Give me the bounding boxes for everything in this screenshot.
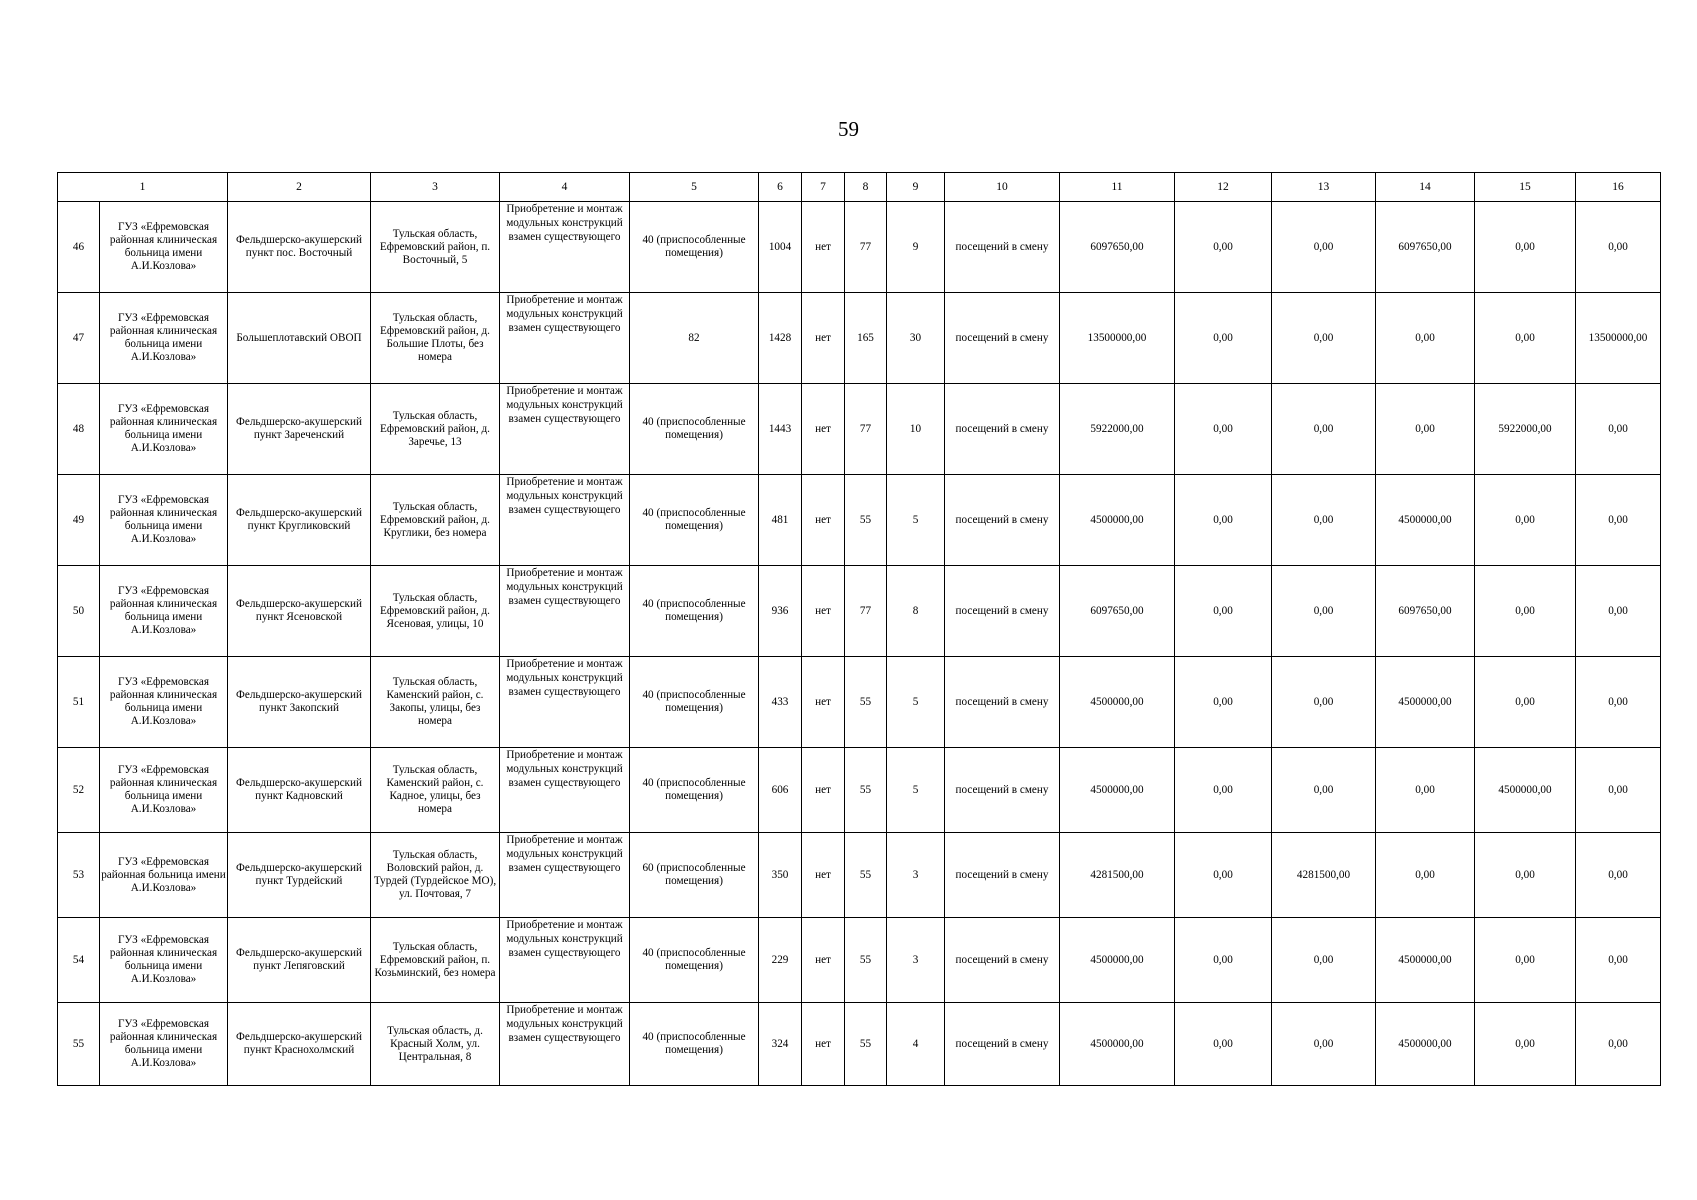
table-cell: 40 (приспособленные помещения)	[630, 202, 759, 293]
table-cell: 6097650,00	[1376, 202, 1475, 293]
table-cell: 0,00	[1576, 384, 1661, 475]
table-cell: 55	[845, 918, 887, 1003]
table-cell: 0,00	[1175, 918, 1272, 1003]
table-cell: 4281500,00	[1272, 833, 1376, 918]
table-cell: 40 (приспособленные помещения)	[630, 384, 759, 475]
table-cell: Приобретение и монтаж модульных конструкций взамен существующего	[500, 384, 630, 475]
table-cell: 0,00	[1376, 384, 1475, 475]
table-cell: 30	[887, 293, 945, 384]
table-cell: 55	[845, 748, 887, 833]
table-cell: 13500000,00	[1060, 293, 1175, 384]
table-cell: 1443	[759, 384, 802, 475]
table-row	[58, 748, 1661, 833]
table-cell: 4281500,00	[1060, 833, 1175, 918]
table-cell: посещений в смену	[945, 293, 1060, 384]
table-cell: нет	[802, 293, 845, 384]
table-cell: 936	[759, 566, 802, 657]
table-cell: Фельдшерско-акушерский пункт пос. Восточный	[228, 202, 371, 293]
table-cell: 0,00	[1272, 293, 1376, 384]
table-cell: 40 (приспособленные помещения)	[630, 748, 759, 833]
table-cell: нет	[802, 833, 845, 918]
table-cell: нет	[802, 1003, 845, 1086]
column-header: 16	[1576, 173, 1661, 202]
table-cell: Приобретение и монтаж модульных конструкций взамен существующего	[500, 202, 630, 293]
table-cell: Фельдшерско-акушерский пункт Турдейский	[228, 833, 371, 918]
table-cell: 6097650,00	[1060, 202, 1175, 293]
table-cell: Приобретение и монтаж модульных конструкций взамен существующего	[500, 1003, 630, 1086]
table-cell: 40 (приспособленные помещения)	[630, 475, 759, 566]
table-cell: 0,00	[1576, 918, 1661, 1003]
table-cell: Приобретение и монтаж модульных конструкций взамен существующего	[500, 293, 630, 384]
table-cell: Тульская область, д. Красный Холм, ул. Центральная, 8	[371, 1003, 500, 1086]
table-cell: нет	[802, 748, 845, 833]
column-header: 13	[1272, 173, 1376, 202]
table-cell: 0,00	[1576, 833, 1661, 918]
table-cell: ГУЗ «Ефремовская районная клиническая больница имени А.И.Козлова»	[100, 202, 228, 293]
table-cell: 52	[58, 748, 100, 833]
table-cell: 54	[58, 918, 100, 1003]
table-cell: 0,00	[1475, 833, 1576, 918]
table-cell: Тульская область, Ефремовский район, п. Козьминский, без номера	[371, 918, 500, 1003]
table-cell: 4500000,00	[1475, 748, 1576, 833]
table-cell: Фельдшерско-акушерский пункт Кругликовский	[228, 475, 371, 566]
table-cell: 3	[887, 833, 945, 918]
table-cell: ГУЗ «Ефремовская районная клиническая больница имени А.И.Козлова»	[100, 475, 228, 566]
table-cell: ГУЗ «Ефремовская районная клиническая больница имени А.И.Козлова»	[100, 566, 228, 657]
table-cell: Приобретение и монтаж модульных конструкций взамен существующего	[500, 833, 630, 918]
table-row	[58, 202, 1661, 293]
table-row	[58, 293, 1661, 384]
table-cell: 606	[759, 748, 802, 833]
table-cell: 4500000,00	[1060, 1003, 1175, 1086]
table-cell: посещений в смену	[945, 384, 1060, 475]
column-header: 4	[500, 173, 630, 202]
table-cell: посещений в смену	[945, 475, 1060, 566]
table-cell: 40 (приспособленные помещения)	[630, 1003, 759, 1086]
table-cell: 40 (приспособленные помещения)	[630, 657, 759, 748]
table-cell: 350	[759, 833, 802, 918]
table-cell: 9	[887, 202, 945, 293]
table-cell: 0,00	[1272, 657, 1376, 748]
table-cell: 0,00	[1376, 833, 1475, 918]
table-cell: нет	[802, 202, 845, 293]
column-header: 15	[1475, 173, 1576, 202]
table-cell: Приобретение и монтаж модульных конструкций взамен существующего	[500, 748, 630, 833]
table-cell: Приобретение и монтаж модульных конструкций взамен существующего	[500, 918, 630, 1003]
table-cell: 40 (приспособленные помещения)	[630, 566, 759, 657]
table-cell: Фельдшерско-акушерский пункт Краснохолмский	[228, 1003, 371, 1086]
table-cell: 0,00	[1475, 918, 1576, 1003]
table-cell: 0,00	[1175, 1003, 1272, 1086]
table-cell: 0,00	[1475, 475, 1576, 566]
column-header: 1	[58, 173, 228, 202]
table-cell: 55	[845, 1003, 887, 1086]
column-header: 12	[1175, 173, 1272, 202]
table-cell: посещений в смену	[945, 566, 1060, 657]
table-cell: ГУЗ «Ефремовская районная клиническая больница имени А.И.Козлова»	[100, 1003, 228, 1086]
table-cell: 4500000,00	[1376, 918, 1475, 1003]
table-cell: 1004	[759, 202, 802, 293]
table-cell: 8	[887, 566, 945, 657]
table-cell: 82	[630, 293, 759, 384]
table-cell: 3	[887, 918, 945, 1003]
table-cell: Фельдшерско-акушерский пункт Зареченский	[228, 384, 371, 475]
table-cell: 433	[759, 657, 802, 748]
table-cell: 13500000,00	[1576, 293, 1661, 384]
table-cell: посещений в смену	[945, 833, 1060, 918]
table-cell: нет	[802, 566, 845, 657]
table-cell: Тульская область, Каменский район, с. Закопы, улицы, без номера	[371, 657, 500, 748]
table-cell: 0,00	[1576, 657, 1661, 748]
table-cell: 0,00	[1272, 202, 1376, 293]
column-header: 10	[945, 173, 1060, 202]
table-cell: 0,00	[1272, 566, 1376, 657]
table-row	[58, 833, 1661, 918]
table-row	[58, 475, 1661, 566]
column-header: 8	[845, 173, 887, 202]
column-header: 9	[887, 173, 945, 202]
table-row	[58, 1003, 1661, 1086]
table-cell: Тульская область, Ефремовский район, д. Ясеновая, улицы, 10	[371, 566, 500, 657]
table-cell: 5	[887, 475, 945, 566]
table-cell: 4	[887, 1003, 945, 1086]
table-cell: ГУЗ «Ефремовская районная клиническая больница имени А.И.Козлова»	[100, 293, 228, 384]
table-cell: 6097650,00	[1060, 566, 1175, 657]
header-row	[58, 173, 1661, 202]
page-number: 59	[838, 117, 859, 141]
table-cell: 5922000,00	[1475, 384, 1576, 475]
table-cell: 0,00	[1272, 748, 1376, 833]
table-cell: Тульская область, Воловский район, д. Турдей (Турдейское МО), ул. Почтовая, 7	[371, 833, 500, 918]
column-header: 3	[371, 173, 500, 202]
table-cell: 0,00	[1175, 657, 1272, 748]
table-cell: 0,00	[1175, 384, 1272, 475]
column-header: 6	[759, 173, 802, 202]
table-cell: 0,00	[1475, 566, 1576, 657]
column-header: 11	[1060, 173, 1175, 202]
table-cell: 0,00	[1175, 202, 1272, 293]
table-cell: 6097650,00	[1376, 566, 1475, 657]
table-cell: Тульская область, Ефремовский район, п. Восточный, 5	[371, 202, 500, 293]
table-cell: 77	[845, 384, 887, 475]
table-cell: 5922000,00	[1060, 384, 1175, 475]
table-cell: 1428	[759, 293, 802, 384]
table-cell: 4500000,00	[1376, 475, 1475, 566]
table-cell: нет	[802, 918, 845, 1003]
table-cell: Фельдшерско-акушерский пункт Кадновский	[228, 748, 371, 833]
table-cell: нет	[802, 384, 845, 475]
table-cell: Фельдшерско-акушерский пункт Ясеновской	[228, 566, 371, 657]
table-cell: Фельдшерско-акушерский пункт Лепяговский	[228, 918, 371, 1003]
table-cell: 0,00	[1175, 748, 1272, 833]
table-cell: 0,00	[1376, 748, 1475, 833]
table-cell: 0,00	[1376, 293, 1475, 384]
table-cell: ГУЗ «Ефремовская районная клиническая больница имени А.И.Козлова»	[100, 384, 228, 475]
column-header: 7	[802, 173, 845, 202]
table-cell: 324	[759, 1003, 802, 1086]
table-cell: Тульская область, Ефремовский район, д. Большие Плоты, без номера	[371, 293, 500, 384]
table-cell: посещений в смену	[945, 748, 1060, 833]
column-header: 5	[630, 173, 759, 202]
table-cell: 5	[887, 748, 945, 833]
table-cell: Большеплотавский ОВОП	[228, 293, 371, 384]
table-cell: 0,00	[1272, 1003, 1376, 1086]
table-cell: посещений в смену	[945, 202, 1060, 293]
table-cell: ГУЗ «Ефремовская районная клиническая больница имени А.И.Козлова»	[100, 657, 228, 748]
table-cell: 0,00	[1175, 475, 1272, 566]
table-cell: 0,00	[1175, 566, 1272, 657]
table-row	[58, 384, 1661, 475]
table-cell: 0,00	[1475, 657, 1576, 748]
table-cell: 0,00	[1576, 566, 1661, 657]
table-cell: 5	[887, 657, 945, 748]
table-cell: Фельдшерско-акушерский пункт Закопский	[228, 657, 371, 748]
table-cell: посещений в смену	[945, 918, 1060, 1003]
column-header: 14	[1376, 173, 1475, 202]
table-cell: 165	[845, 293, 887, 384]
table-cell: 4500000,00	[1060, 475, 1175, 566]
table-cell: 0,00	[1175, 833, 1272, 918]
table-row	[58, 566, 1661, 657]
table-cell: 0,00	[1272, 475, 1376, 566]
column-header: 2	[228, 173, 371, 202]
table-cell: 47	[58, 293, 100, 384]
table-cell: 0,00	[1475, 293, 1576, 384]
table-cell: ГУЗ «Ефремовская районная клиническая больница имени А.И.Козлова»	[100, 918, 228, 1003]
table-cell: 4500000,00	[1060, 657, 1175, 748]
table-cell: 55	[845, 657, 887, 748]
table-cell: 4500000,00	[1060, 748, 1175, 833]
table-cell: 10	[887, 384, 945, 475]
table-row	[58, 657, 1661, 748]
table-cell: 40 (приспособленные помещения)	[630, 918, 759, 1003]
table-cell: 0,00	[1175, 293, 1272, 384]
table-cell: Тульская область, Ефремовский район, д. Заречье, 13	[371, 384, 500, 475]
table-cell: 0,00	[1576, 748, 1661, 833]
table-cell: 0,00	[1272, 918, 1376, 1003]
table-cell: 46	[58, 202, 100, 293]
table-cell: Тульская область, Ефремовский район, д. Круглики, без номера	[371, 475, 500, 566]
table-cell: 481	[759, 475, 802, 566]
table-cell: Приобретение и монтаж модульных конструкций взамен существующего	[500, 657, 630, 748]
table-cell: 0,00	[1576, 202, 1661, 293]
table-cell: 48	[58, 384, 100, 475]
table-cell: 4500000,00	[1060, 918, 1175, 1003]
table-cell: нет	[802, 475, 845, 566]
table-cell: Приобретение и монтаж модульных конструкций взамен существующего	[500, 475, 630, 566]
table-cell: 51	[58, 657, 100, 748]
data-table	[57, 172, 1661, 1086]
table-cell: ГУЗ «Ефремовская районная больница имени А.И.Козлова»	[100, 833, 228, 918]
table-cell: 229	[759, 918, 802, 1003]
table-cell: 4500000,00	[1376, 1003, 1475, 1086]
table-cell: 0,00	[1475, 202, 1576, 293]
table-cell: 55	[845, 475, 887, 566]
table-cell: 60 (приспособленные помещения)	[630, 833, 759, 918]
table-cell: 50	[58, 566, 100, 657]
table-cell: 77	[845, 202, 887, 293]
table-cell: 55	[58, 1003, 100, 1086]
table-cell: ГУЗ «Ефремовская районная клиническая больница имени А.И.Козлова»	[100, 748, 228, 833]
table-cell: Тульская область, Каменский район, с. Кадное, улицы, без номера	[371, 748, 500, 833]
table-cell: 0,00	[1272, 384, 1376, 475]
table-cell: 49	[58, 475, 100, 566]
table-body	[58, 173, 1661, 1086]
table-cell: 0,00	[1475, 1003, 1576, 1086]
table-cell: нет	[802, 657, 845, 748]
table-row	[58, 918, 1661, 1003]
table-cell: посещений в смену	[945, 657, 1060, 748]
table-cell: 53	[58, 833, 100, 918]
table-cell: 55	[845, 833, 887, 918]
table-cell: 4500000,00	[1376, 657, 1475, 748]
table-cell: 77	[845, 566, 887, 657]
table-cell: 0,00	[1576, 475, 1661, 566]
table-cell: 0,00	[1576, 1003, 1661, 1086]
table-cell: посещений в смену	[945, 1003, 1060, 1086]
table-cell: Приобретение и монтаж модульных конструкций взамен существующего	[500, 566, 630, 657]
